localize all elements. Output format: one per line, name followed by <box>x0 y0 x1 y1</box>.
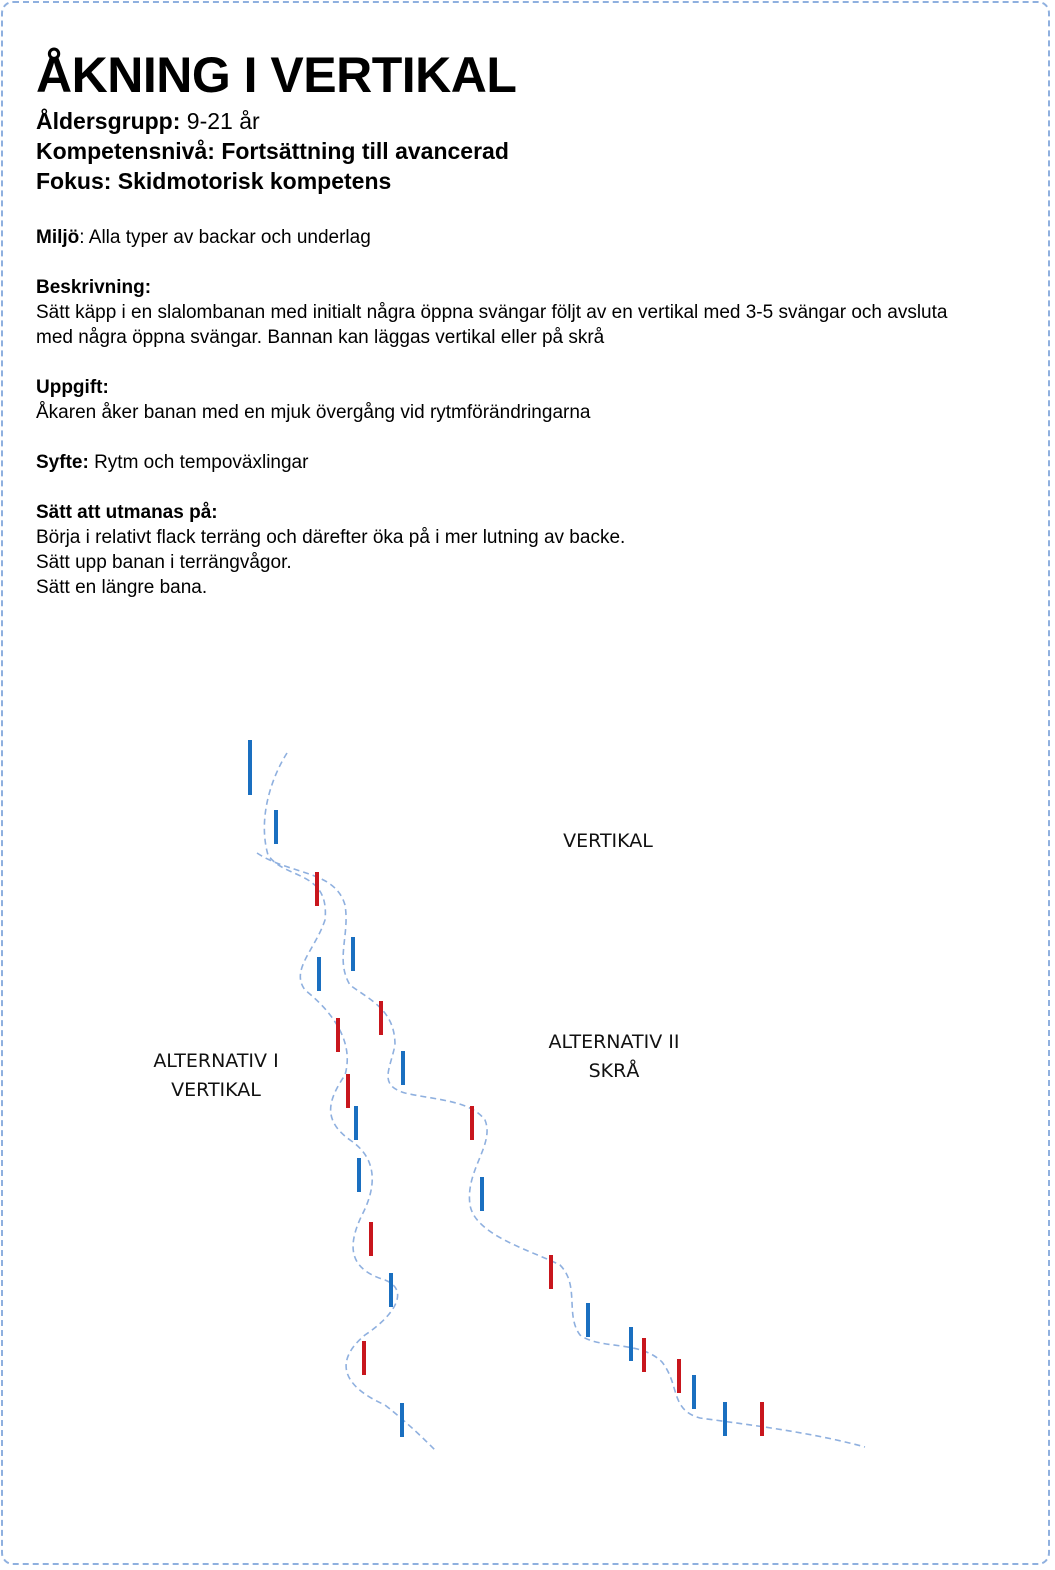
label-alt2-line1: ALTERNATIV II <box>548 1031 680 1053</box>
task-label: Uppgift: <box>36 377 109 398</box>
label-alternative-2 <box>520 1028 708 1086</box>
age-group-value: 9-21 år <box>186 108 260 134</box>
label-alt1-line2: VERTIKAL <box>171 1079 261 1101</box>
label-vertical-text: VERTIKAL <box>563 830 653 852</box>
purpose-label: Syfte: <box>36 452 89 473</box>
description-line: med några öppna svängar. Bannan kan läggas vertikal eller på skrå <box>36 327 605 348</box>
label-alt1-line1: ALTERNATIV I <box>153 1050 279 1072</box>
label-alternative-1 <box>128 1047 304 1105</box>
challenge-line: Sätt upp banan i terrängvågor. <box>36 552 292 573</box>
age-group-label: Åldersgrupp: <box>36 108 181 134</box>
label-alt2-line2: SKRÅ <box>588 1060 640 1082</box>
label-vertical <box>540 827 676 856</box>
challenge-line: Sätt en längre bana. <box>36 577 208 598</box>
slalom-gates <box>250 740 762 1437</box>
purpose-text: Rytm och tempoväxlingar <box>88 452 309 473</box>
page-title: ÅKNING I VERTIKAL <box>36 47 517 103</box>
focus-value: Skidmotorisk kompetens <box>117 168 392 194</box>
environment-label: Miljö <box>36 227 80 248</box>
task-text: Åkaren åker banan med en mjuk övergång vid rytmförändringarna <box>36 402 591 423</box>
level-value: Fortsättning till avancerad <box>221 138 509 164</box>
description-label: Beskrivning: <box>36 277 152 298</box>
description-line: Sätt käpp i en slalombanan med initialt några öppna svängar följt av en vertikal med 3-5 svängar och avsluta <box>36 302 948 323</box>
environment-text: : Alla typer av backar och underlag <box>79 227 371 248</box>
level-label: Kompetensnivå: <box>36 138 215 164</box>
focus-label: Fokus: <box>36 168 112 194</box>
challenge-label: Sätt att utmanas på: <box>36 502 218 523</box>
challenge-line: Börja i relativt flack terräng och därefter öka på i mer lutning av backe. <box>36 527 626 548</box>
